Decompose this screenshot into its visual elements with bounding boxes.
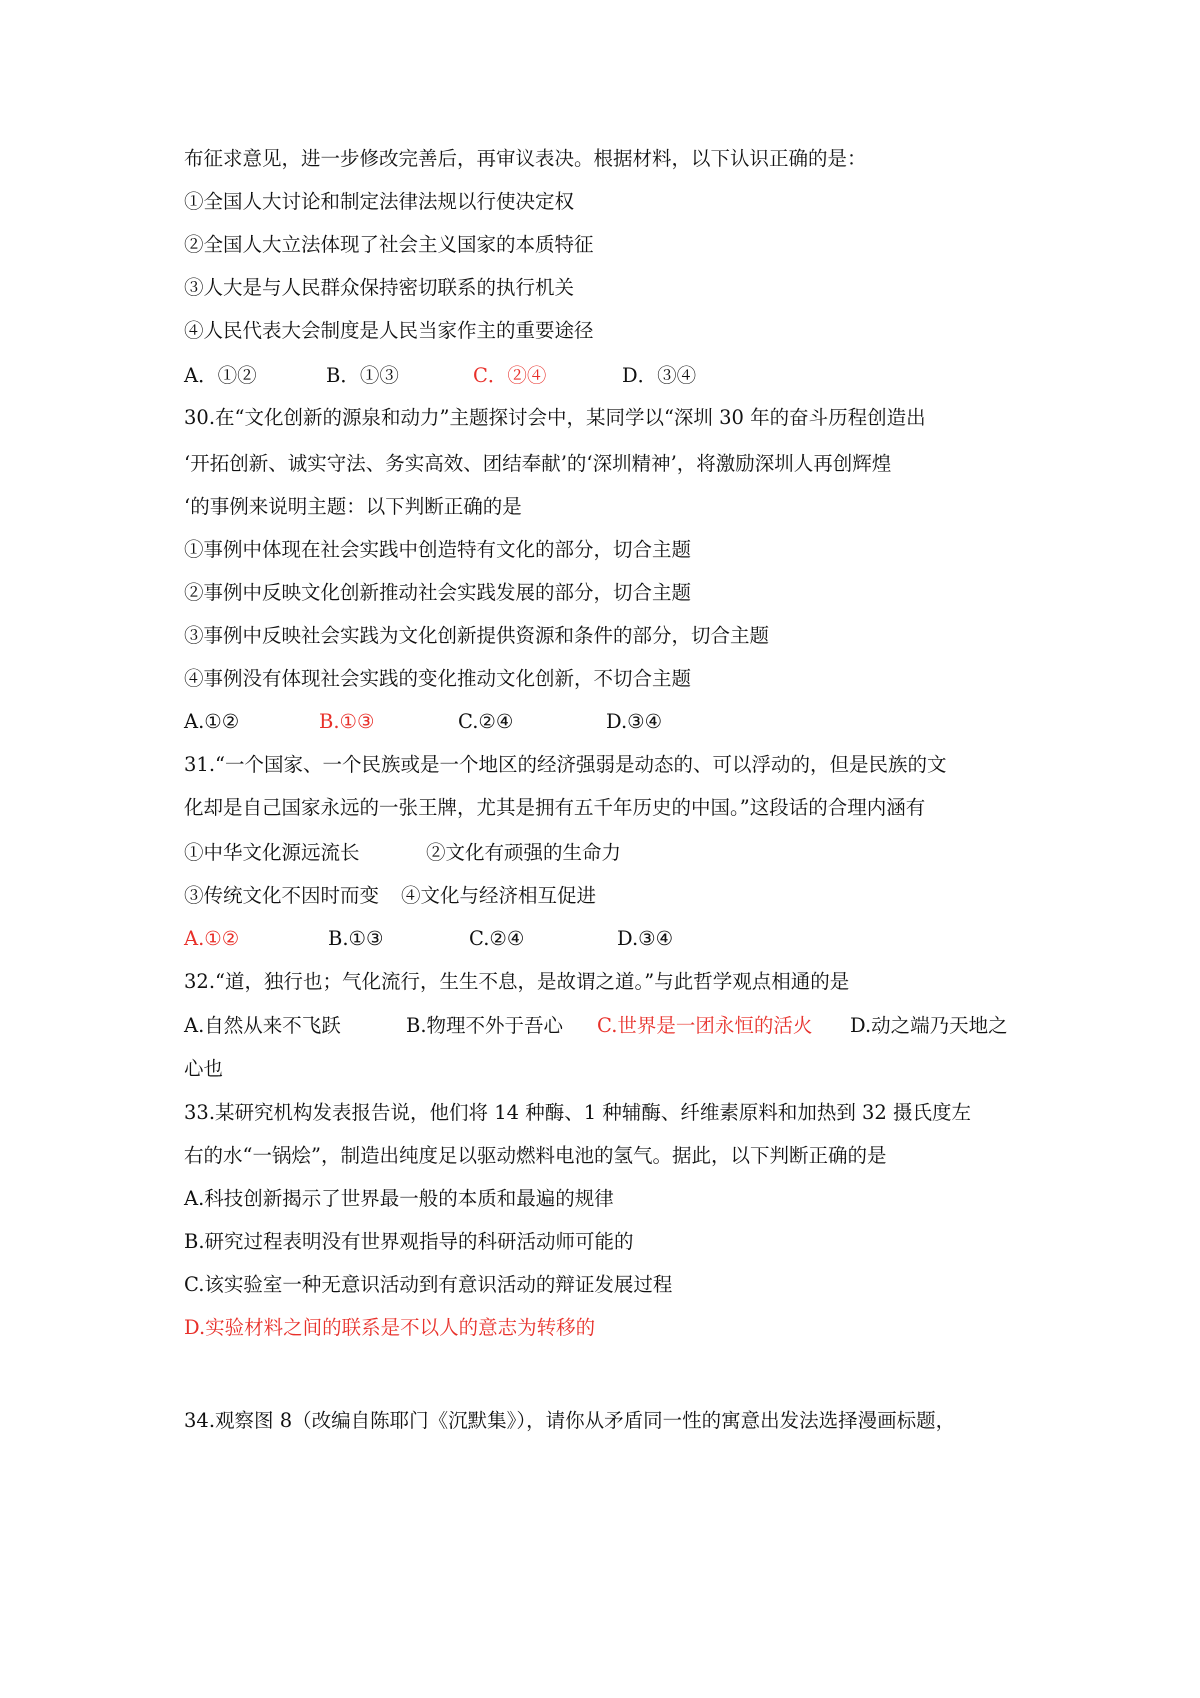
q31-stem-line-2: 化却是自己国家永远的一张王牌，尤其是拥有五千年历史的中国。”这段话的合理内涵有 [184, 796, 926, 819]
q33-stem-line-2: 右的水“一锅烩”，制造出纯度足以驱动燃料电池的氢气。据此，以下判断正确的是 [184, 1144, 887, 1167]
q29-stem-tail: 布征求意见，进一步修改完善后，再审议表决。根据材料，以下认识正确的是： [184, 147, 867, 170]
q30-option-d: D.③④ [606, 710, 663, 733]
q30-stem-line-1: 30.在“文化创新的源泉和动力”主题探讨会中，某同学以“深圳 30 年的奋斗历程创造出 [184, 406, 926, 429]
q33-option-d-answer: D.实验材料之间的联系是不以人的意志为转移的 [184, 1316, 596, 1339]
q32-option-d: D.动之端乃天地之 [850, 1014, 1008, 1037]
q31-option-a-answer: A.①② [184, 927, 240, 950]
q30-item-3: ③事例中反映社会实践为文化创新提供资源和条件的部分，切合主题 [184, 624, 770, 647]
q33-option-b: B.研究过程表明没有世界观指导的科研活动师可能的 [184, 1230, 634, 1253]
q31-item-2: ②文化有顽强的生命力 [426, 841, 622, 864]
q29-item-2: ②全国人大立法体现了社会主义国家的本质特征 [184, 233, 594, 256]
q29-option-b: B．①③ [326, 364, 399, 387]
q29-option-a: A．①② [184, 364, 257, 387]
q32-option-b: B.物理不外于吾心 [406, 1014, 564, 1037]
q31-item-4: ④文化与经济相互促进 [401, 884, 597, 907]
q34-stem: 34.观察图 8（改编自陈耶门《沉默集》），请你从矛盾同一性的寓意出发法选择漫画标题， [184, 1409, 956, 1432]
q29-item-4: ④人民代表大会制度是人民当家作主的重要途径 [184, 319, 594, 342]
q32-option-d-wrap: 心也 [184, 1057, 224, 1080]
q30-option-a: A.①② [184, 710, 240, 733]
q33-option-a: A.科技创新揭示了世界最一般的本质和最遍的规律 [184, 1187, 614, 1210]
q29-option-d: D．③④ [622, 364, 697, 387]
q30-stem-line-3: ‘的事例来说明主题：以下判断正确的是 [184, 495, 522, 518]
q29-item-1: ①全国人大讨论和制定法律法规以行使决定权 [184, 190, 575, 213]
q31-item-1: ①中华文化源远流长 [184, 841, 360, 864]
q31-option-c: C.②④ [469, 927, 525, 950]
q30-stem-line-2: ‘开拓创新、诚实守法、务实高效、团结奉献’的‘深圳精神’，将激励深圳人再创辉煌 [184, 452, 892, 475]
q30-option-c: C.②④ [458, 710, 514, 733]
q30-item-2: ②事例中反映文化创新推动社会实践发展的部分，切合主题 [184, 581, 692, 604]
q31-stem-line-1: 31.“一个国家、一个民族或是一个地区的经济强弱是动态的、可以浮动的，但是民族的文 [184, 753, 947, 776]
q29-option-c-answer: C．②④ [473, 364, 547, 387]
q32-option-c-answer: C.世界是一团永恒的活火 [597, 1014, 813, 1037]
q30-item-1: ①事例中体现在社会实践中创造特有文化的部分，切合主题 [184, 538, 692, 561]
q33-option-c: C.该实验室一种无意识活动到有意识活动的辩证发展过程 [184, 1273, 673, 1296]
q31-option-d: D.③④ [617, 927, 674, 950]
q32-stem: 32.“道，独行也；气化流行，生生不息，是故谓之道。”与此哲学观点相通的是 [184, 970, 850, 993]
q31-option-b: B.①③ [328, 927, 384, 950]
q29-item-3: ③人大是与人民群众保持密切联系的执行机关 [184, 276, 575, 299]
q33-stem-line-1: 33.某研究机构发表报告说，他们将 14 种酶、1 种辅酶、纤维素原料和加热到 32 摄氏度左 [184, 1101, 972, 1124]
q32-option-a: A.自然从来不飞跃 [184, 1014, 341, 1037]
q30-item-4: ④事例没有体现社会实践的变化推动文化创新，不切合主题 [184, 667, 692, 690]
q30-option-b-answer: B.①③ [319, 710, 375, 733]
q31-item-3: ③传统文化不因时而变 [184, 884, 380, 907]
